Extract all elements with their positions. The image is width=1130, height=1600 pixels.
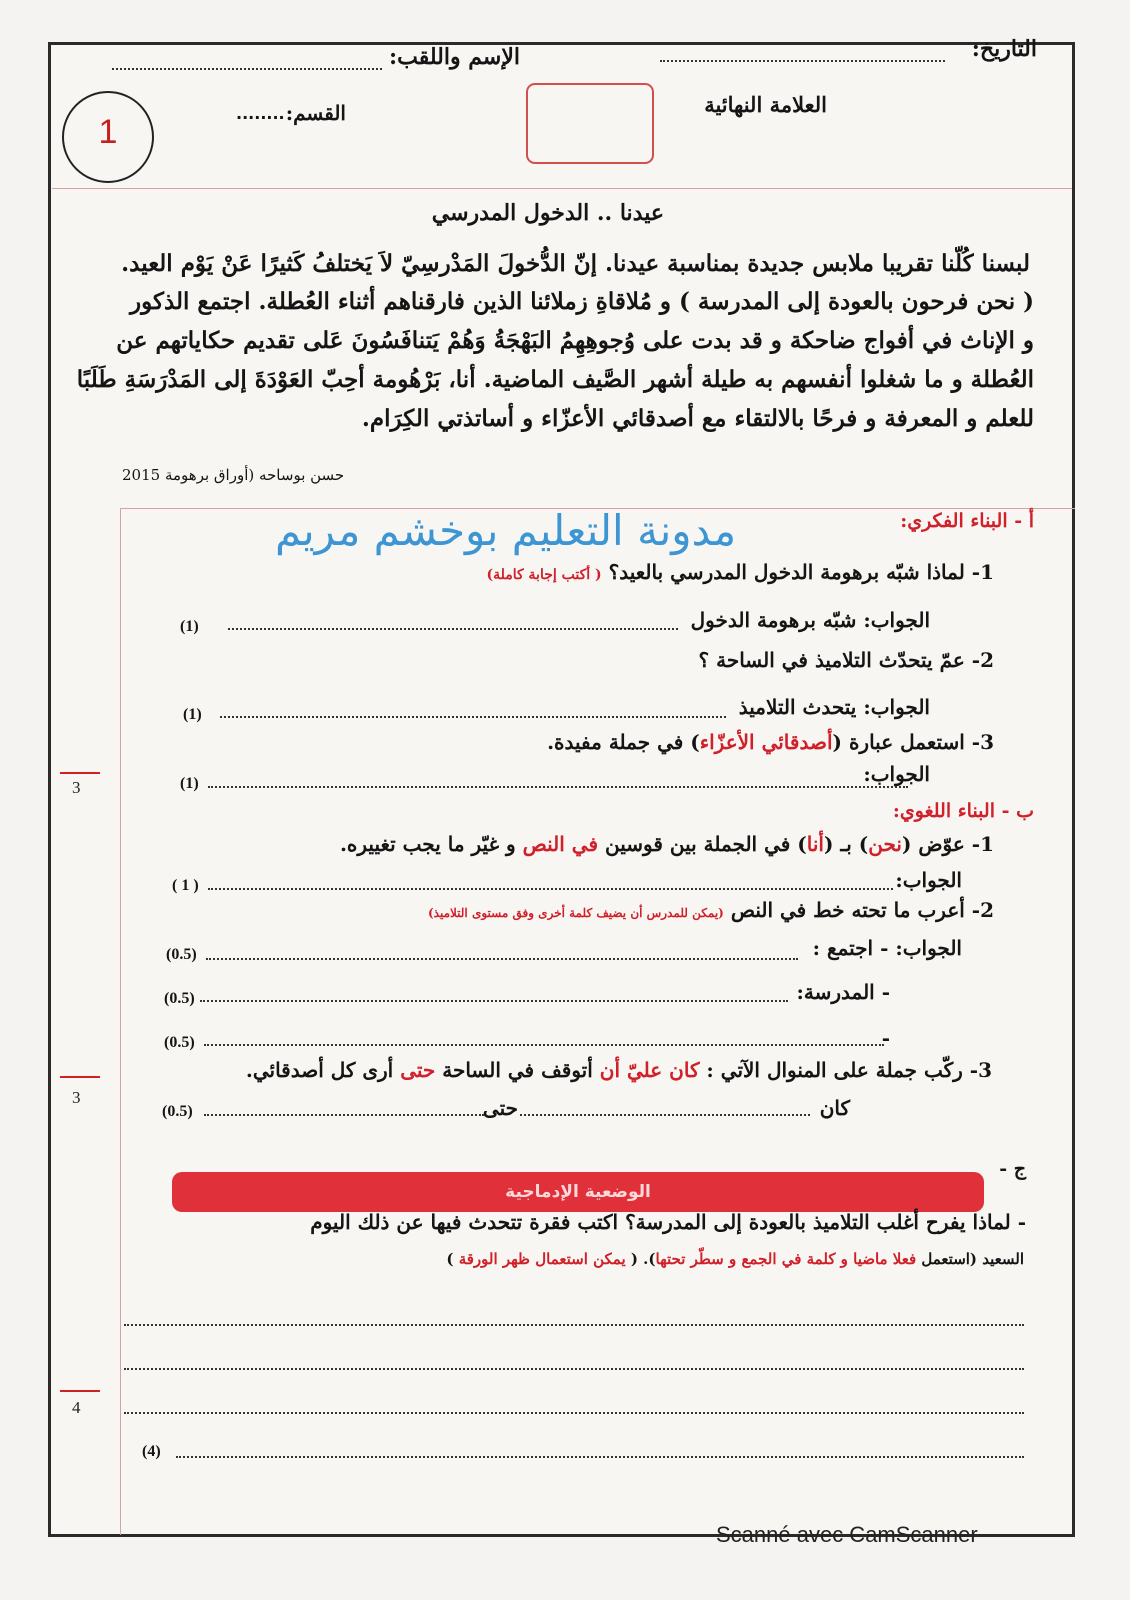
class-label: القسم: [285, 101, 346, 125]
section-b-score: 3 [72, 1088, 81, 1107]
section-b-q1-answer-line[interactable] [208, 888, 893, 890]
writing-line-2[interactable] [124, 1368, 1024, 1370]
section-a-q3-mark: (1) [180, 775, 199, 792]
section-b-q2-answer-3: - [881, 1026, 890, 1050]
section-a-q3-answer-line[interactable] [208, 786, 908, 788]
section-b-heading: ب - البناء اللغوي: [892, 800, 1034, 822]
section-b-q1-answer: الجواب: [895, 868, 962, 892]
section-a-q2-answer: الجواب: يتحدث التلاميذ [738, 695, 930, 719]
section-left-line [120, 508, 121, 1535]
section-b-q3: 3- ركّب جملة على المنوال الآتي : كان عليّ أن أتوقف في الساحة حتى أرى كل أصدقائي. [245, 1058, 992, 1082]
section-a-q1-mark: (1) [180, 618, 199, 635]
section-b-q3-answer-line-1[interactable] [520, 1114, 810, 1116]
section-b-q2-answer-line-1[interactable] [206, 958, 798, 960]
section-b-q1-mark: ( 1 ) [172, 877, 199, 894]
section-a-q1-answer-line[interactable] [228, 628, 678, 630]
writing-line-1[interactable] [124, 1324, 1024, 1326]
date-dots[interactable] [660, 60, 945, 62]
section-b-q2-mark-3: (0.5) [164, 1034, 195, 1051]
section-a-q1-answer: الجواب: شبّه برهومة الدخول [690, 608, 930, 632]
section-a-q2: 2- عمّ يتحدّث التلاميذ في الساحة ؟ [698, 648, 994, 672]
section-b-q2-mark-1: (0.5) [166, 946, 197, 963]
section-b-q3-answer-kan: كان [819, 1096, 850, 1120]
section-b-q3-mark: (0.5) [162, 1103, 193, 1120]
section-a-q2-answer-line[interactable] [220, 716, 726, 718]
section-a-q1: 1- لماذا شبّه برهومة الدخول المدرسي بالعيد؟ ( أكتب إجابة كاملة) [486, 560, 994, 584]
section-b-q2-mark-2: (0.5) [164, 990, 195, 1007]
section-a-score: 3 [72, 778, 81, 797]
blog-watermark: مدونة التعليم بوخشم مريم [275, 506, 737, 555]
integration-banner: الوضعية الإدماجية [172, 1172, 984, 1212]
section-a-score-line [60, 772, 100, 774]
text-line-4: العُطلة و ما شغلوا أنفسهم به طيلة أشهر الصَّيف الماضية. أنا، بَرْهُومة أحِبّ العَوْدَةَ إلى المَدْرَسَةِ طَلَبًا [76, 366, 1034, 393]
date-label: التاريخ: [971, 36, 1037, 62]
page-number-circle [62, 91, 154, 183]
section-b-q2-answer-line-2[interactable] [200, 1000, 788, 1002]
name-label: الإسم واللقب: [389, 44, 520, 70]
section-b-q2-answer-2: - المدرسة: [796, 980, 890, 1004]
section-a-q2-mark: (1) [183, 706, 202, 723]
section-b-q3-answer-line-2[interactable] [204, 1114, 484, 1116]
section-c-prompt: - لماذا يفرح أغلب التلاميذ بالعودة إلى المدرسة؟ اكتب فقرة تتحدث فيها عن ذلك اليوم [310, 1210, 1026, 1234]
page-number: 1 [98, 113, 118, 151]
writing-line-4[interactable] [176, 1456, 1024, 1458]
section-c-instruction: السعيد (استعمل فعلا ماضيا و كلمة في الجمع و سطّر تحتها). ( يمكن استعمال ظهر الورقة ) [446, 1250, 1024, 1268]
section-b-q2-hint: (يمكن للمدرس أن يضيف كلمة أخرى وفق مستوى التلاميذ) [427, 906, 724, 920]
section-b-q2: 2- أعرب ما تحته خط في النص (يمكن للمدرس أن يضيف كلمة أخرى وفق مستوى التلاميذ) [427, 898, 994, 922]
text-source: حسن بوساحه (أوراق برهومة 2015 [122, 466, 345, 484]
section-b-q2-answer-line-3[interactable] [204, 1044, 884, 1046]
text-title: عيدنا .. الدخول المدرسي [431, 200, 664, 226]
class-dots[interactable]: ........ [236, 104, 285, 123]
section-b-q3-answer-hatta: حتى [482, 1096, 518, 1120]
text-line-1: لبسنا كُلّنا تقريبا ملابس جديدة بمناسبة عيدنا. إنّ الدُّخولَ المَدْرسِيّ لاَ يَختلفُ كَثيرًا عَنْ يَوْم العيد. [121, 250, 1030, 277]
text-line-2: ( نحن فرحون بالعودة إلى المدرسة ) و مُلاقاةِ زملائنا الذين فارقناهم أثناء العُطلة. اجتمع الذكور [130, 288, 1034, 315]
section-a-q3: 3- استعمل عبارة (أصدقائي الأعزّاء) في جملة مفيدة. [547, 730, 994, 754]
section-b-score-line [60, 1076, 100, 1078]
section-c-mark: (4) [142, 1443, 161, 1460]
section-a-q3-answer: الجواب: [863, 762, 930, 786]
text-line-5: للعلم و المعرفة و فرحًا بالالتقاء مع أصدقائي الأعزّاء و أساتذتي الكِرَام. [361, 405, 1034, 432]
camscanner-footer: Scanné avec CamScanner [716, 1522, 978, 1547]
header-divider [52, 188, 1072, 189]
section-c-heading: ج - [999, 1158, 1026, 1180]
section-a-q3-phrase: أصدقائي الأعزّاء [699, 730, 833, 754]
writing-line-3[interactable] [124, 1412, 1024, 1414]
section-c-score-line [60, 1390, 100, 1392]
text-line-3: و الإناث في أفواج ضاحكة و قد بدت على وُجوهِهِمُ البَهْجَةُ وَهُمْ يَتنافَسُونَ عَلى تقديم حكاياتهم عن [116, 327, 1034, 354]
section-b-q2-answer-1: الجواب: - اجتمع : [812, 936, 962, 960]
section-a-heading: أ - البناء الفكري: [900, 510, 1034, 532]
section-b-q1: 1- عوّض (نحن) بـ (أنا) في الجملة بين قوسين في النص و غيّر ما يجب تغييره. [339, 832, 994, 856]
final-mark-label: العلامة النهائية [704, 92, 827, 117]
section-c-score: 4 [72, 1398, 81, 1417]
final-mark-box[interactable] [526, 83, 654, 164]
name-dots[interactable] [112, 68, 382, 70]
section-a-q1-hint: ( أكتب إجابة كاملة) [486, 567, 602, 583]
